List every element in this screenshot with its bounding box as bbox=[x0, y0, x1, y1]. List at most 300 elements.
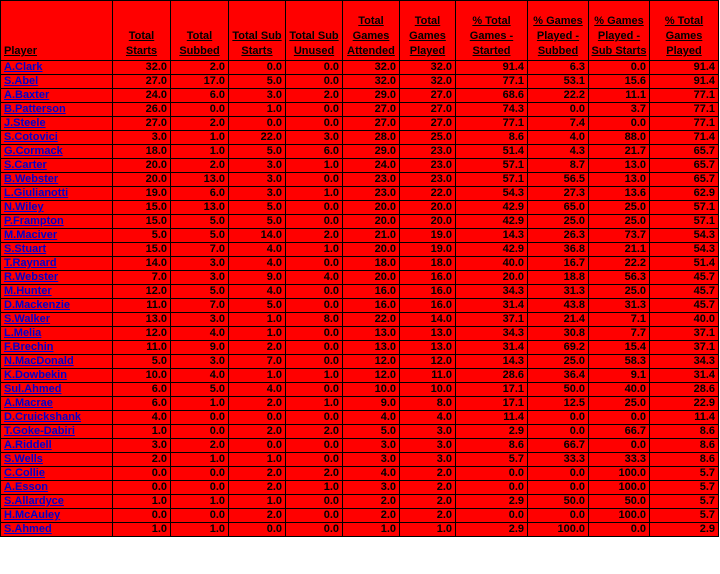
player-name-link[interactable]: S.Ahmed bbox=[1, 523, 113, 537]
stat-cell: 8.7 bbox=[528, 159, 589, 173]
stat-cell: 13.0 bbox=[113, 313, 171, 327]
stat-cell: 11.4 bbox=[456, 411, 528, 425]
stat-cell: 9.0 bbox=[171, 341, 229, 355]
stat-cell: 1.0 bbox=[286, 397, 343, 411]
table-row bbox=[1, 411, 719, 425]
stat-cell: 4.0 bbox=[229, 243, 286, 257]
stat-cell: 2.0 bbox=[229, 467, 286, 481]
stat-cell: 3.0 bbox=[171, 257, 229, 271]
player-name-link[interactable]: K.Dowbekin bbox=[1, 369, 113, 383]
stat-cell: 8.6 bbox=[650, 425, 719, 439]
stat-cell: 22.2 bbox=[589, 257, 650, 271]
stat-cell: 40.0 bbox=[589, 383, 650, 397]
stat-cell: 25.0 bbox=[528, 215, 589, 229]
stat-cell: 14.0 bbox=[229, 229, 286, 243]
stat-cell: 0.0 bbox=[229, 61, 286, 75]
stat-cell: 1.0 bbox=[171, 495, 229, 509]
stat-cell: 2.0 bbox=[400, 495, 456, 509]
stat-cell: 100.0 bbox=[589, 481, 650, 495]
stat-cell: 5.7 bbox=[650, 495, 719, 509]
stat-cell: 5.0 bbox=[229, 145, 286, 159]
stat-cell: 42.9 bbox=[456, 243, 528, 257]
stat-cell: 13.6 bbox=[589, 187, 650, 201]
stat-cell: 54.3 bbox=[456, 187, 528, 201]
table-row bbox=[1, 257, 719, 271]
column-header-player: Player bbox=[1, 1, 113, 61]
stat-cell: 1.0 bbox=[286, 159, 343, 173]
stat-cell: 9.0 bbox=[229, 271, 286, 285]
player-name-link[interactable]: S.Walker bbox=[1, 313, 113, 327]
stat-cell: 37.1 bbox=[650, 327, 719, 341]
stat-cell: 3.0 bbox=[400, 439, 456, 453]
stat-cell: 27.0 bbox=[400, 117, 456, 131]
stat-cell: 58.3 bbox=[589, 355, 650, 369]
table-row bbox=[1, 145, 719, 159]
stat-cell: 100.0 bbox=[589, 467, 650, 481]
stat-cell: 16.0 bbox=[343, 285, 400, 299]
stat-cell: 14.0 bbox=[113, 257, 171, 271]
table-row bbox=[1, 117, 719, 131]
player-name-link[interactable]: B.Webster bbox=[1, 173, 113, 187]
stat-cell: 16.0 bbox=[343, 299, 400, 313]
stat-cell: 22.0 bbox=[229, 131, 286, 145]
player-name-link[interactable]: S.Allardyce bbox=[1, 495, 113, 509]
player-name-link[interactable]: S.Carter bbox=[1, 159, 113, 173]
table-row bbox=[1, 341, 719, 355]
stat-cell: 32.0 bbox=[343, 61, 400, 75]
stat-cell: 50.0 bbox=[589, 495, 650, 509]
stat-cell: 25.0 bbox=[528, 355, 589, 369]
stat-cell: 42.9 bbox=[456, 215, 528, 229]
player-name-link[interactable]: T.Raynard bbox=[1, 257, 113, 271]
stat-cell: 37.1 bbox=[456, 313, 528, 327]
stat-cell: 6.0 bbox=[171, 187, 229, 201]
stat-cell: 0.0 bbox=[286, 341, 343, 355]
stat-cell: 23.0 bbox=[400, 173, 456, 187]
table-row bbox=[1, 369, 719, 383]
stat-cell: 36.8 bbox=[528, 243, 589, 257]
stat-cell: 5.0 bbox=[229, 299, 286, 313]
stat-cell: 45.7 bbox=[650, 271, 719, 285]
stat-cell: 23.0 bbox=[343, 187, 400, 201]
stat-cell: 0.0 bbox=[528, 103, 589, 117]
player-name-link[interactable]: M.Maciver bbox=[1, 229, 113, 243]
player-name-link[interactable]: N.Wiley bbox=[1, 201, 113, 215]
table-row bbox=[1, 285, 719, 299]
stat-cell: 21.1 bbox=[589, 243, 650, 257]
stat-cell: 1.0 bbox=[286, 481, 343, 495]
stat-cell: 27.0 bbox=[343, 117, 400, 131]
stat-cell: 31.4 bbox=[650, 369, 719, 383]
table-row bbox=[1, 159, 719, 173]
stat-cell: 0.0 bbox=[286, 215, 343, 229]
stat-cell: 0.0 bbox=[528, 509, 589, 523]
stat-cell: 20.0 bbox=[400, 201, 456, 215]
stat-cell: 0.0 bbox=[113, 481, 171, 495]
player-name-link[interactable]: S.Stuart bbox=[1, 243, 113, 257]
stat-cell: 0.0 bbox=[589, 523, 650, 537]
stat-cell: 23.0 bbox=[400, 145, 456, 159]
player-name-link[interactable]: L.Giulianotti bbox=[1, 187, 113, 201]
player-name-link[interactable]: R.Webster bbox=[1, 271, 113, 285]
stat-cell: 0.0 bbox=[456, 481, 528, 495]
stat-cell: 2.0 bbox=[171, 159, 229, 173]
stat-cell: 12.0 bbox=[113, 285, 171, 299]
stat-cell: 0.0 bbox=[286, 411, 343, 425]
stat-cell: 40.0 bbox=[650, 313, 719, 327]
stat-cell: 12.0 bbox=[400, 355, 456, 369]
stat-cell: 3.7 bbox=[589, 103, 650, 117]
player-name-link[interactable]: S.Abel bbox=[1, 75, 113, 89]
stat-cell: 2.0 bbox=[229, 481, 286, 495]
stat-cell: 50.0 bbox=[528, 495, 589, 509]
stat-cell: 0.0 bbox=[456, 467, 528, 481]
stat-cell: 1.0 bbox=[171, 397, 229, 411]
stat-cell: 2.9 bbox=[650, 523, 719, 537]
table-row bbox=[1, 75, 719, 89]
stat-cell: 19.0 bbox=[113, 187, 171, 201]
player-name-link[interactable]: Sul.Ahmed bbox=[1, 383, 113, 397]
column-header-total-sub-starts: Total Sub Starts bbox=[229, 1, 286, 61]
stat-cell: 24.0 bbox=[343, 159, 400, 173]
stat-cell: 30.8 bbox=[528, 327, 589, 341]
stat-cell: 5.0 bbox=[171, 285, 229, 299]
stat-cell: 11.4 bbox=[650, 411, 719, 425]
stat-cell: 8.6 bbox=[650, 453, 719, 467]
stat-cell: 0.0 bbox=[229, 523, 286, 537]
stat-cell: 3.0 bbox=[171, 271, 229, 285]
stat-cell: 33.3 bbox=[589, 453, 650, 467]
table-row bbox=[1, 271, 719, 285]
player-name-link[interactable]: D.Mackenzie bbox=[1, 299, 113, 313]
stat-cell: 1.0 bbox=[343, 523, 400, 537]
stat-cell: 31.4 bbox=[456, 341, 528, 355]
stat-cell: 34.3 bbox=[456, 285, 528, 299]
stat-cell: 4.0 bbox=[343, 467, 400, 481]
player-name-link[interactable]: A.Riddell bbox=[1, 439, 113, 453]
stat-cell: 13.0 bbox=[171, 173, 229, 187]
stat-cell: 0.0 bbox=[286, 523, 343, 537]
player-name-link[interactable]: B.Patterson bbox=[1, 103, 113, 117]
stat-cell: 3.0 bbox=[229, 173, 286, 187]
stat-cell: 2.9 bbox=[456, 495, 528, 509]
table-row bbox=[1, 439, 719, 453]
stat-cell: 12.0 bbox=[113, 327, 171, 341]
stat-cell: 25.0 bbox=[400, 131, 456, 145]
player-name-link[interactable]: G.Cormack bbox=[1, 145, 113, 159]
stat-cell: 5.0 bbox=[171, 383, 229, 397]
table-row bbox=[1, 243, 719, 257]
stat-cell: 27.0 bbox=[113, 75, 171, 89]
stat-cell: 4.0 bbox=[113, 411, 171, 425]
stat-cell: 1.0 bbox=[171, 523, 229, 537]
player-name-link[interactable]: N.MacDonald bbox=[1, 355, 113, 369]
stat-cell: 0.0 bbox=[171, 425, 229, 439]
stat-cell: 51.4 bbox=[456, 145, 528, 159]
stat-cell: 32.0 bbox=[400, 75, 456, 89]
stat-cell: 0.0 bbox=[286, 201, 343, 215]
stat-cell: 2.0 bbox=[286, 229, 343, 243]
stat-cell: 0.0 bbox=[528, 467, 589, 481]
stat-cell: 45.7 bbox=[650, 299, 719, 313]
player-name-link[interactable]: A.Esson bbox=[1, 481, 113, 495]
stat-cell: 66.7 bbox=[528, 439, 589, 453]
stat-cell: 65.7 bbox=[650, 173, 719, 187]
stat-cell: 3.0 bbox=[229, 187, 286, 201]
stat-cell: 14.0 bbox=[400, 313, 456, 327]
stat-cell: 0.0 bbox=[528, 411, 589, 425]
stat-cell: 1.0 bbox=[171, 145, 229, 159]
stat-cell: 27.0 bbox=[400, 103, 456, 117]
table-body bbox=[1, 61, 719, 537]
stat-cell: 10.0 bbox=[113, 369, 171, 383]
table-row bbox=[1, 187, 719, 201]
stat-cell: 0.0 bbox=[229, 439, 286, 453]
stat-cell: 2.0 bbox=[113, 453, 171, 467]
player-name-link[interactable]: L.Melia bbox=[1, 327, 113, 341]
stat-cell: 2.0 bbox=[286, 425, 343, 439]
column-header-total-games-attended: Total Games Attended bbox=[343, 1, 400, 61]
table-row bbox=[1, 453, 719, 467]
stat-cell: 1.0 bbox=[229, 495, 286, 509]
stat-cell: 27.0 bbox=[400, 89, 456, 103]
stat-cell: 8.6 bbox=[456, 131, 528, 145]
stat-cell: 2.0 bbox=[229, 509, 286, 523]
stat-cell: 5.7 bbox=[650, 467, 719, 481]
stat-cell: 42.9 bbox=[456, 201, 528, 215]
stat-cell: 4.0 bbox=[286, 271, 343, 285]
stat-cell: 40.0 bbox=[456, 257, 528, 271]
table-row bbox=[1, 215, 719, 229]
stat-cell: 32.0 bbox=[343, 75, 400, 89]
stat-cell: 23.0 bbox=[400, 159, 456, 173]
stat-cell: 15.0 bbox=[113, 201, 171, 215]
stat-cell: 3.0 bbox=[343, 453, 400, 467]
stat-cell: 24.0 bbox=[113, 89, 171, 103]
stat-cell: 88.0 bbox=[589, 131, 650, 145]
player-name-link[interactable]: A.Macrae bbox=[1, 397, 113, 411]
stat-cell: 10.0 bbox=[400, 383, 456, 397]
stat-cell: 3.0 bbox=[286, 131, 343, 145]
stat-cell: 0.0 bbox=[171, 509, 229, 523]
stat-cell: 31.4 bbox=[456, 299, 528, 313]
header-row bbox=[1, 1, 719, 61]
stat-cell: 91.4 bbox=[650, 75, 719, 89]
stat-cell: 17.1 bbox=[456, 383, 528, 397]
stat-cell: 16.7 bbox=[528, 257, 589, 271]
stat-cell: 17.0 bbox=[171, 75, 229, 89]
stat-cell: 2.0 bbox=[171, 61, 229, 75]
stat-cell: 13.0 bbox=[589, 159, 650, 173]
table-row bbox=[1, 425, 719, 439]
stat-cell: 2.0 bbox=[229, 341, 286, 355]
stat-cell: 0.0 bbox=[286, 453, 343, 467]
stat-cell: 7.7 bbox=[589, 327, 650, 341]
table-row bbox=[1, 383, 719, 397]
stat-cell: 16.0 bbox=[400, 299, 456, 313]
stat-cell: 17.1 bbox=[456, 397, 528, 411]
stat-cell: 2.0 bbox=[286, 467, 343, 481]
stat-cell: 21.4 bbox=[528, 313, 589, 327]
table-row bbox=[1, 355, 719, 369]
stat-cell: 5.7 bbox=[650, 481, 719, 495]
stat-cell: 2.0 bbox=[343, 495, 400, 509]
stat-cell: 12.0 bbox=[343, 369, 400, 383]
player-name-link[interactable]: F.Brechin bbox=[1, 341, 113, 355]
stat-cell: 2.9 bbox=[456, 523, 528, 537]
stat-cell: 32.0 bbox=[113, 61, 171, 75]
stat-cell: 0.0 bbox=[229, 117, 286, 131]
stat-cell: 4.0 bbox=[171, 369, 229, 383]
stat-cell: 77.1 bbox=[650, 117, 719, 131]
stat-cell: 1.0 bbox=[171, 453, 229, 467]
stat-cell: 3.0 bbox=[343, 439, 400, 453]
stat-cell: 0.0 bbox=[286, 327, 343, 341]
stat-cell: 14.3 bbox=[456, 355, 528, 369]
stat-cell: 13.0 bbox=[400, 327, 456, 341]
stat-cell: 0.0 bbox=[286, 299, 343, 313]
stat-cell: 8.0 bbox=[400, 397, 456, 411]
stat-cell: 10.0 bbox=[343, 383, 400, 397]
stat-cell: 37.1 bbox=[650, 341, 719, 355]
stat-cell: 0.0 bbox=[286, 257, 343, 271]
stat-cell: 34.3 bbox=[650, 355, 719, 369]
stat-cell: 0.0 bbox=[456, 509, 528, 523]
stat-cell: 4.3 bbox=[528, 145, 589, 159]
column-header-total-games-played: Total Games Played bbox=[400, 1, 456, 61]
stat-cell: 3.0 bbox=[113, 131, 171, 145]
stat-cell: 22.9 bbox=[650, 397, 719, 411]
stat-cell: 0.0 bbox=[528, 425, 589, 439]
stat-cell: 5.7 bbox=[456, 453, 528, 467]
stat-cell: 13.0 bbox=[400, 341, 456, 355]
stat-cell: 1.0 bbox=[400, 523, 456, 537]
stat-cell: 0.0 bbox=[171, 411, 229, 425]
stat-cell: 28.6 bbox=[456, 369, 528, 383]
stat-cell: 1.0 bbox=[229, 313, 286, 327]
stat-cell: 2.0 bbox=[229, 397, 286, 411]
stat-cell: 0.0 bbox=[229, 411, 286, 425]
column-header-total-subbed: Total Subbed bbox=[171, 1, 229, 61]
stat-cell: 53.1 bbox=[528, 75, 589, 89]
stat-cell: 77.1 bbox=[456, 75, 528, 89]
table-row bbox=[1, 397, 719, 411]
stat-cell: 3.0 bbox=[400, 453, 456, 467]
stat-cell: 7.1 bbox=[589, 313, 650, 327]
column-header-pct-played-subbed: % Games Played - Subbed bbox=[528, 1, 589, 61]
stat-cell: 8.6 bbox=[456, 439, 528, 453]
table-row bbox=[1, 313, 719, 327]
stat-cell: 4.0 bbox=[229, 257, 286, 271]
stat-cell: 19.0 bbox=[400, 229, 456, 243]
stat-cell: 25.0 bbox=[589, 285, 650, 299]
stat-cell: 73.7 bbox=[589, 229, 650, 243]
stat-cell: 71.4 bbox=[650, 131, 719, 145]
column-header-pct-played-sub-starts: % Games Played - Sub Starts bbox=[589, 1, 650, 61]
column-header-pct-games-started: % Total Games - Started bbox=[456, 1, 528, 61]
stat-cell: 43.8 bbox=[528, 299, 589, 313]
stat-cell: 7.4 bbox=[528, 117, 589, 131]
stat-cell: 4.0 bbox=[229, 285, 286, 299]
player-name-link[interactable]: A.Clark bbox=[1, 61, 113, 75]
stat-cell: 22.0 bbox=[400, 187, 456, 201]
player-name-link[interactable]: M.Hunter bbox=[1, 285, 113, 299]
player-name-link[interactable]: H.McAuley bbox=[1, 509, 113, 523]
player-name-link[interactable]: D.Cruickshank bbox=[1, 411, 113, 425]
stat-cell: 36.4 bbox=[528, 369, 589, 383]
stat-cell: 31.3 bbox=[589, 299, 650, 313]
stat-cell: 3.0 bbox=[229, 159, 286, 173]
stat-cell: 4.0 bbox=[229, 383, 286, 397]
stat-cell: 20.0 bbox=[456, 271, 528, 285]
stat-cell: 4.0 bbox=[343, 411, 400, 425]
stat-cell: 20.0 bbox=[343, 215, 400, 229]
stat-cell: 1.0 bbox=[113, 495, 171, 509]
stat-cell: 25.0 bbox=[589, 397, 650, 411]
table-row bbox=[1, 131, 719, 145]
stat-cell: 3.0 bbox=[171, 355, 229, 369]
stat-cell: 13.0 bbox=[343, 341, 400, 355]
stat-cell: 5.0 bbox=[229, 75, 286, 89]
stat-cell: 57.1 bbox=[650, 201, 719, 215]
player-name-link[interactable]: A.Baxter bbox=[1, 89, 113, 103]
column-header-pct-games-played: % Total Games Played bbox=[650, 1, 719, 61]
stat-cell: 26.3 bbox=[528, 229, 589, 243]
stat-cell: 1.0 bbox=[286, 243, 343, 257]
stat-cell: 1.0 bbox=[113, 425, 171, 439]
stat-cell: 6.3 bbox=[528, 61, 589, 75]
stat-cell: 33.3 bbox=[528, 453, 589, 467]
stat-cell: 0.0 bbox=[286, 103, 343, 117]
table-row bbox=[1, 229, 719, 243]
stat-cell: 3.0 bbox=[400, 425, 456, 439]
stat-cell: 1.0 bbox=[113, 523, 171, 537]
stat-cell: 0.0 bbox=[171, 481, 229, 495]
stat-cell: 29.0 bbox=[343, 145, 400, 159]
stat-cell: 5.0 bbox=[229, 201, 286, 215]
stat-cell: 0.0 bbox=[286, 383, 343, 397]
stat-cell: 13.0 bbox=[343, 327, 400, 341]
stat-cell: 20.0 bbox=[400, 215, 456, 229]
player-name-link[interactable]: C.Collie bbox=[1, 467, 113, 481]
player-name-link[interactable]: S.Cotovici bbox=[1, 131, 113, 145]
stat-cell: 74.3 bbox=[456, 103, 528, 117]
column-header-total-sub-unused: Total Sub Unused bbox=[286, 1, 343, 61]
stat-cell: 65.7 bbox=[650, 159, 719, 173]
stat-cell: 3.0 bbox=[229, 89, 286, 103]
stat-cell: 15.0 bbox=[113, 215, 171, 229]
stat-cell: 7.0 bbox=[171, 299, 229, 313]
stat-cell: 15.0 bbox=[113, 243, 171, 257]
table-row bbox=[1, 523, 719, 537]
stat-cell: 8.0 bbox=[286, 313, 343, 327]
stat-cell: 6.0 bbox=[113, 397, 171, 411]
stat-cell: 20.0 bbox=[343, 271, 400, 285]
stat-cell: 57.1 bbox=[650, 215, 719, 229]
player-name-link[interactable]: P.Frampton bbox=[1, 215, 113, 229]
stat-cell: 18.0 bbox=[400, 257, 456, 271]
stat-cell: 2.0 bbox=[400, 509, 456, 523]
player-name-link[interactable]: T.Goke-Dabiri bbox=[1, 425, 113, 439]
stat-cell: 1.0 bbox=[286, 187, 343, 201]
player-name-link[interactable]: J.Steele bbox=[1, 117, 113, 131]
player-name-link[interactable]: S.Wells bbox=[1, 453, 113, 467]
stat-cell: 5.0 bbox=[171, 215, 229, 229]
stat-cell: 0.0 bbox=[286, 75, 343, 89]
stat-cell: 12.0 bbox=[343, 355, 400, 369]
stat-cell: 18.8 bbox=[528, 271, 589, 285]
stat-cell: 25.0 bbox=[589, 201, 650, 215]
